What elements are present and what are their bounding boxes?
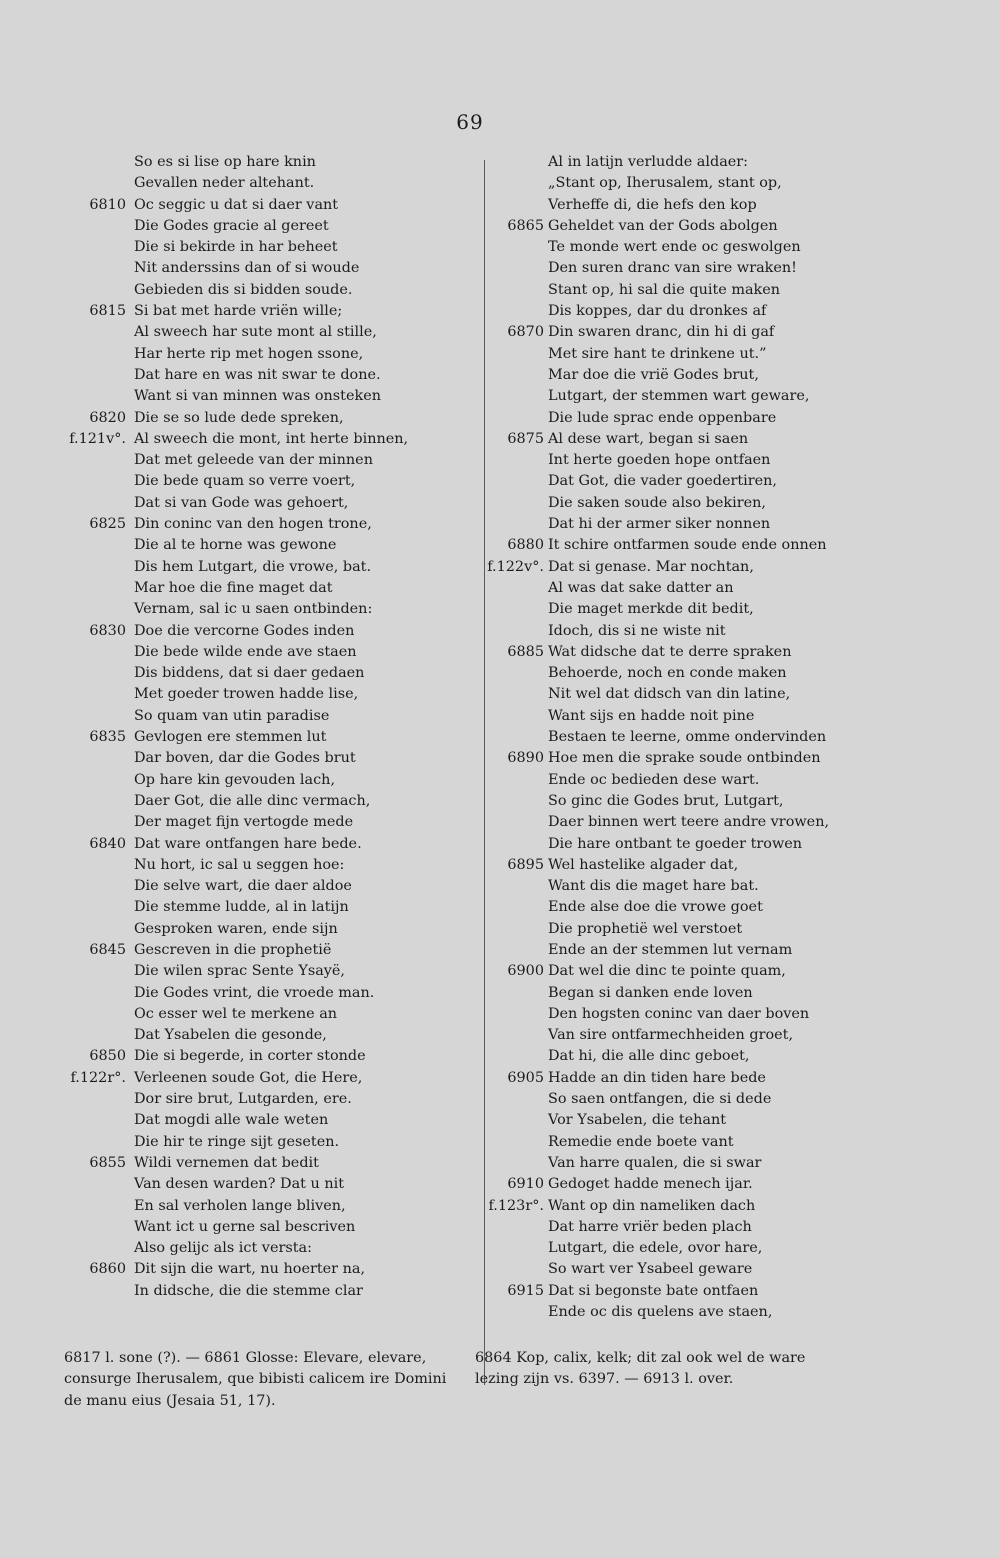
- verse-line: [40, 471, 450, 492]
- verse-line: [40, 429, 450, 450]
- verse-text: Idoch, dis si ne wiste nit: [548, 622, 726, 639]
- verse-text: Met goeder trowen hadde lise,: [134, 686, 359, 703]
- verse-text: Op hare kin gevouden lach,: [134, 771, 336, 788]
- verse-text: „Stant op, Iherusalem, stant op,: [548, 175, 782, 192]
- line-number: 6830: [89, 622, 126, 639]
- verse-line: [470, 280, 900, 301]
- line-number: f.121v°.: [69, 430, 126, 447]
- line-number: f.123r°.: [488, 1197, 544, 1214]
- verse-text: Nit anderssins dan of si woude: [134, 260, 360, 277]
- verse-text: Vernam, sal ic u saen ontbinden:: [134, 601, 373, 618]
- verse-line: [470, 1174, 900, 1195]
- verse-text: Stant op, hi sal die quite maken: [548, 281, 781, 298]
- verse-line: [470, 791, 900, 812]
- verse-text: Verleenen soude Got, die Here,: [134, 1069, 363, 1086]
- footnotes-left: [64, 1348, 464, 1412]
- verse-line: [470, 748, 900, 769]
- line-number: 6835: [89, 729, 126, 746]
- verse-text: Dor sire brut, Lutgarden, ere.: [134, 1091, 352, 1108]
- verse-text: Dat Got, die vader goedertiren,: [548, 473, 777, 490]
- verse-line: [470, 599, 900, 620]
- verse-text: Dis biddens, dat si daer gedaen: [134, 665, 365, 682]
- verse-line: [470, 322, 900, 343]
- left-verse-column: [40, 152, 450, 1302]
- verse-line: [40, 706, 450, 727]
- verse-line: [40, 1068, 450, 1089]
- verse-line: [40, 684, 450, 705]
- footnote-line: 6864 Kop, calix, kelk; dit zal ook wel de ware: [475, 1350, 806, 1366]
- verse-line: [470, 195, 900, 216]
- verse-text: Also gelijc als ict versta:: [134, 1240, 312, 1257]
- verse-text: So ginc die Godes brut, Lutgart,: [548, 792, 784, 809]
- verse-line: [40, 961, 450, 982]
- verse-text: Te monde wert ende oc geswolgen: [548, 239, 801, 256]
- verse-text: Die hare ontbant te goeder trowen: [548, 835, 803, 852]
- verse-text: Die stemme ludde, al in latijn: [134, 899, 349, 916]
- verse-text: Doe die vercorne Godes inden: [134, 622, 355, 639]
- verse-text: Behoerde, noch en conde maken: [548, 665, 787, 682]
- verse-text: Die Godes vrint, die vroede man.: [134, 984, 375, 1001]
- verse-line: [40, 365, 450, 386]
- verse-text: Want op din nameliken dach: [548, 1197, 756, 1214]
- line-number: f.122v°.: [487, 558, 544, 575]
- right-verse-column: [470, 152, 900, 1323]
- verse-line: [470, 386, 900, 407]
- verse-text: Vor Ysabelen, die tehant: [548, 1112, 727, 1129]
- verse-text: Dat si genase. Mar nochtan,: [548, 558, 754, 575]
- verse-text: Wel hastelike algader dat,: [548, 856, 739, 873]
- verse-text: Die lude sprac ende oppenbare: [548, 409, 777, 426]
- verse-line: [470, 961, 900, 982]
- line-number: 6870: [507, 324, 544, 341]
- verse-line: [470, 557, 900, 578]
- verse-text: Oc esser wel te merkene an: [134, 1005, 338, 1022]
- verse-line: [470, 642, 900, 663]
- verse-line: [40, 642, 450, 663]
- verse-line: [40, 301, 450, 322]
- verse-text: Gevallen neder altehant.: [134, 175, 315, 192]
- verse-text: Hadde an din tiden hare bede: [548, 1069, 766, 1086]
- verse-line: [40, 1132, 450, 1153]
- verse-line: [40, 1238, 450, 1259]
- verse-text: So saen ontfangen, die si dede: [548, 1091, 772, 1108]
- verse-line: [470, 983, 900, 1004]
- verse-line: [470, 152, 900, 173]
- verse-text: Began si danken ende loven: [548, 984, 753, 1001]
- line-number: 6850: [89, 1048, 126, 1065]
- line-number: 6910: [507, 1176, 544, 1193]
- verse-text: Der maget fijn vertogde mede: [134, 814, 354, 831]
- footnotes-right: [475, 1348, 895, 1391]
- verse-line: [40, 1004, 450, 1025]
- verse-text: Ende an der stemmen lut vernam: [548, 941, 793, 958]
- verse-text: Met sire hant te drinkene ut.”: [548, 345, 767, 362]
- line-number: 6855: [89, 1154, 126, 1171]
- verse-text: Mar hoe die fine maget dat: [134, 579, 333, 596]
- verse-line: [470, 621, 900, 642]
- page-number: 69: [456, 110, 484, 134]
- line-number: 6825: [89, 516, 126, 533]
- verse-text: Dat hare en was nit swar te done.: [134, 366, 381, 383]
- verse-text: Dat wel die dinc te pointe quam,: [548, 963, 786, 980]
- verse-line: [470, 684, 900, 705]
- verse-line: [40, 258, 450, 279]
- verse-line: [40, 493, 450, 514]
- verse-line: [40, 152, 450, 173]
- verse-text: Die bede quam so verre voert,: [134, 473, 356, 490]
- verse-text: Gesproken waren, ende sijn: [134, 920, 338, 937]
- verse-text: Oc seggic u dat si daer vant: [134, 196, 339, 213]
- line-number: 6820: [89, 409, 126, 426]
- line-number: 6905: [507, 1069, 544, 1086]
- line-number: 6865: [507, 217, 544, 234]
- verse-line: [470, 1259, 900, 1280]
- verse-line: [470, 663, 900, 684]
- verse-line: [470, 237, 900, 258]
- verse-text: Geheldet van der Gods abolgen: [548, 217, 778, 234]
- verse-text: Die wilen sprac Sente Ysayë,: [134, 963, 346, 980]
- verse-line: [470, 812, 900, 833]
- verse-line: [40, 1046, 450, 1067]
- verse-text: Die selve wart, die daer aldoe: [134, 878, 352, 895]
- verse-text: It schire ontfarmen soude ende onnen: [548, 537, 827, 554]
- verse-line: [40, 834, 450, 855]
- verse-line: [470, 301, 900, 322]
- verse-line: [40, 1025, 450, 1046]
- verse-text: Dit sijn die wart, nu hoerter na,: [134, 1261, 366, 1278]
- verse-line: [40, 748, 450, 769]
- verse-line: [40, 450, 450, 471]
- line-number: 6915: [507, 1282, 544, 1299]
- verse-line: [470, 450, 900, 471]
- verse-text: Dat met geleede van der minnen: [134, 452, 373, 469]
- verse-line: [40, 386, 450, 407]
- verse-line: [40, 791, 450, 812]
- verse-line: [470, 897, 900, 918]
- verse-line: [470, 1110, 900, 1131]
- verse-line: [40, 216, 450, 237]
- line-number: 6845: [89, 941, 126, 958]
- verse-line: [40, 919, 450, 940]
- verse-text: Int herte goeden hope ontfaen: [548, 452, 771, 469]
- line-number: 6810: [89, 196, 126, 213]
- verse-text: Den suren dranc van sire wraken!: [548, 260, 797, 277]
- verse-line: [40, 940, 450, 961]
- footnote-line: de manu eius (Jesaia 51, 17).: [64, 1392, 276, 1409]
- verse-line: [40, 1281, 450, 1302]
- verse-text: Gedoget hadde menech ijar.: [548, 1176, 753, 1193]
- verse-text: Die hir te ringe sijt geseten.: [134, 1133, 340, 1150]
- verse-line: [40, 195, 450, 216]
- verse-text: So wart ver Ysabeel geware: [548, 1261, 753, 1278]
- verse-text: Van desen warden? Dat u nit: [134, 1176, 344, 1193]
- verse-text: Dat Ysabelen die gesonde,: [134, 1027, 327, 1044]
- verse-text: Gescreven in die prophetië: [134, 941, 332, 958]
- line-number: 6840: [89, 835, 126, 852]
- verse-text: So quam van utin paradise: [134, 707, 330, 724]
- verse-text: Al was dat sake datter an: [548, 579, 734, 596]
- verse-line: [470, 1196, 900, 1217]
- verse-line: [470, 727, 900, 748]
- verse-text: Dat hi der armer siker nonnen: [548, 516, 771, 533]
- verse-text: Din coninc van den hogen trone,: [134, 516, 372, 533]
- verse-text: Die bede wilde ende ave staen: [134, 643, 357, 660]
- verse-line: [470, 1068, 900, 1089]
- verse-text: Van sire ontfarmechheiden groet,: [548, 1027, 794, 1044]
- verse-line: [470, 1302, 900, 1323]
- verse-line: [40, 876, 450, 897]
- verse-line: [40, 770, 450, 791]
- verse-line: [40, 578, 450, 599]
- verse-line: [470, 1281, 900, 1302]
- verse-text: Dat harre vriër beden plach: [548, 1218, 752, 1235]
- verse-line: [470, 514, 900, 535]
- line-number: 6885: [507, 643, 544, 660]
- footnote-line: lezing zijn vs. 6397. — 6913 l. over.: [475, 1371, 734, 1388]
- verse-line: [40, 983, 450, 1004]
- verse-line: [40, 727, 450, 748]
- verse-text: Nu hort, ic sal u seggen hoe:: [134, 856, 345, 873]
- verse-text: Ende oc dis quelens ave staen,: [548, 1304, 773, 1321]
- verse-text: Van harre qualen, die si swar: [548, 1154, 762, 1171]
- verse-text: Nit wel dat didsch van din latine,: [548, 686, 791, 703]
- verse-text: Hoe men die sprake soude ontbinden: [548, 750, 821, 767]
- verse-line: [470, 1046, 900, 1067]
- verse-line: [40, 599, 450, 620]
- verse-line: [40, 812, 450, 833]
- verse-line: [470, 408, 900, 429]
- verse-text: Die si begerde, in corter stonde: [134, 1048, 366, 1065]
- verse-line: [40, 237, 450, 258]
- verse-line: [40, 621, 450, 642]
- verse-line: [470, 1132, 900, 1153]
- verse-line: [470, 876, 900, 897]
- verse-text: Want ict u gerne sal bescriven: [134, 1218, 356, 1235]
- verse-line: [470, 1004, 900, 1025]
- verse-line: [470, 258, 900, 279]
- verse-text: Die si bekirde in har beheet: [134, 239, 338, 256]
- verse-text: Dar boven, dar die Godes brut: [134, 750, 356, 767]
- verse-line: [40, 535, 450, 556]
- verse-text: Har herte rip met hogen ssone,: [134, 345, 364, 362]
- verse-line: [40, 408, 450, 429]
- verse-line: [470, 1238, 900, 1259]
- verse-text: Ende alse doe die vrowe goet: [548, 899, 763, 916]
- verse-line: [470, 344, 900, 365]
- footnote-line: consurge Iherusalem, que bibisti calicem ire Domini: [64, 1371, 447, 1388]
- verse-line: [40, 1217, 450, 1238]
- verse-line: [470, 493, 900, 514]
- verse-text: Remedie ende boete vant: [548, 1133, 734, 1150]
- verse-line: [470, 919, 900, 940]
- verse-line: [40, 1196, 450, 1217]
- verse-text: Gebieden dis si bidden soude.: [134, 281, 353, 298]
- verse-line: [40, 1174, 450, 1195]
- verse-line: [40, 280, 450, 301]
- verse-line: [40, 855, 450, 876]
- verse-text: Dat mogdi alle wale weten: [134, 1112, 329, 1129]
- line-number: 6875: [507, 430, 544, 447]
- verse-line: [40, 1153, 450, 1174]
- verse-line: [40, 173, 450, 194]
- footnote-line: 6817 l. sone (?). — 6861 Glosse: Elevare, elevare,: [64, 1350, 427, 1366]
- verse-line: [40, 344, 450, 365]
- verse-text: En sal verholen lange bliven,: [134, 1197, 346, 1214]
- verse-line: [470, 1025, 900, 1046]
- line-number: 6880: [507, 537, 544, 554]
- verse-line: [470, 1089, 900, 1110]
- line-number: 6890: [507, 750, 544, 767]
- verse-text: Dat hi, die alle dinc geboet,: [548, 1048, 750, 1065]
- verse-line: [470, 365, 900, 386]
- verse-line: [40, 514, 450, 535]
- verse-line: [40, 1089, 450, 1110]
- verse-text: Al in latijn verludde aldaer:: [548, 154, 749, 170]
- verse-text: Verheffe di, die hefs den kop: [548, 196, 757, 213]
- verse-text: Die Godes gracie al gereet: [134, 217, 329, 234]
- verse-text: Den hogsten coninc van daer boven: [548, 1005, 810, 1022]
- verse-text: Al sweech die mont, int herte binnen,: [134, 430, 409, 447]
- verse-text: Al dese wart, began si saen: [548, 430, 749, 447]
- verse-text: Want si van minnen was onsteken: [134, 388, 381, 405]
- verse-text: Daer Got, die alle dinc vermach,: [134, 792, 371, 809]
- verse-text: Dis koppes, dar du dronkes af: [548, 303, 767, 320]
- verse-text: Din swaren dranc, din hi di gaf: [548, 324, 775, 341]
- verse-text: Wildi vernemen dat bedit: [134, 1154, 319, 1171]
- verse-text: Bestaen te leerne, omme ondervinden: [548, 729, 827, 746]
- verse-line: [470, 578, 900, 599]
- verse-line: [470, 429, 900, 450]
- verse-line: [40, 557, 450, 578]
- verse-line: [470, 706, 900, 727]
- verse-line: [470, 770, 900, 791]
- line-number: 6815: [89, 303, 126, 320]
- verse-text: Die se so lude dede spreken,: [134, 409, 344, 426]
- verse-line: [470, 940, 900, 961]
- verse-line: [470, 1217, 900, 1238]
- verse-text: Want dis die maget hare bat.: [548, 878, 759, 895]
- verse-line: [470, 216, 900, 237]
- verse-text: Daer binnen wert teere andre vrowen,: [548, 814, 830, 831]
- verse-text: Die saken soude also bekiren,: [548, 494, 766, 511]
- verse-text: Die maget merkde dit bedit,: [548, 601, 754, 618]
- verse-line: [470, 173, 900, 194]
- verse-text: Want sijs en hadde noit pine: [548, 707, 755, 724]
- verse-text: In didsche, die die stemme clar: [134, 1282, 363, 1299]
- verse-text: Wat didsche dat te derre spraken: [548, 643, 792, 660]
- verse-line: [40, 1259, 450, 1280]
- verse-line: [40, 897, 450, 918]
- verse-line: [40, 1110, 450, 1131]
- verse-text: Die prophetië wel verstoet: [548, 920, 743, 937]
- verse-text: Si bat met harde vriën wille;: [134, 303, 343, 320]
- verse-text: Al sweech har sute mont al stille,: [134, 324, 377, 341]
- verse-text: Gevlogen ere stemmen lut: [134, 729, 327, 746]
- verse-line: [470, 1153, 900, 1174]
- verse-text: Lutgart, der stemmen wart geware,: [548, 388, 810, 405]
- verse-text: Die al te horne was gewone: [134, 537, 337, 554]
- verse-line: [40, 663, 450, 684]
- verse-line: [470, 535, 900, 556]
- verse-line: [470, 834, 900, 855]
- verse-text: Lutgart, die edele, ovor hare,: [548, 1240, 763, 1257]
- line-number: 6895: [507, 856, 544, 873]
- verse-line: [470, 855, 900, 876]
- verse-text: So es si lise op hare knin: [134, 154, 316, 170]
- verse-text: Mar doe die vrië Godes brut,: [548, 366, 759, 383]
- verse-text: Ende oc bedieden dese wart.: [548, 771, 760, 788]
- verse-text: Dat si begonste bate ontfaen: [548, 1282, 759, 1299]
- line-number: 6860: [89, 1261, 126, 1278]
- verse-text: Dat si van Gode was gehoert,: [134, 494, 349, 511]
- line-number: f.122r°.: [70, 1069, 126, 1086]
- verse-text: Dat ware ontfangen hare bede.: [134, 835, 362, 852]
- verse-line: [470, 471, 900, 492]
- verse-text: Dis hem Lutgart, die vrowe, bat.: [134, 558, 372, 575]
- line-number: 6900: [507, 963, 544, 980]
- verse-line: [40, 322, 450, 343]
